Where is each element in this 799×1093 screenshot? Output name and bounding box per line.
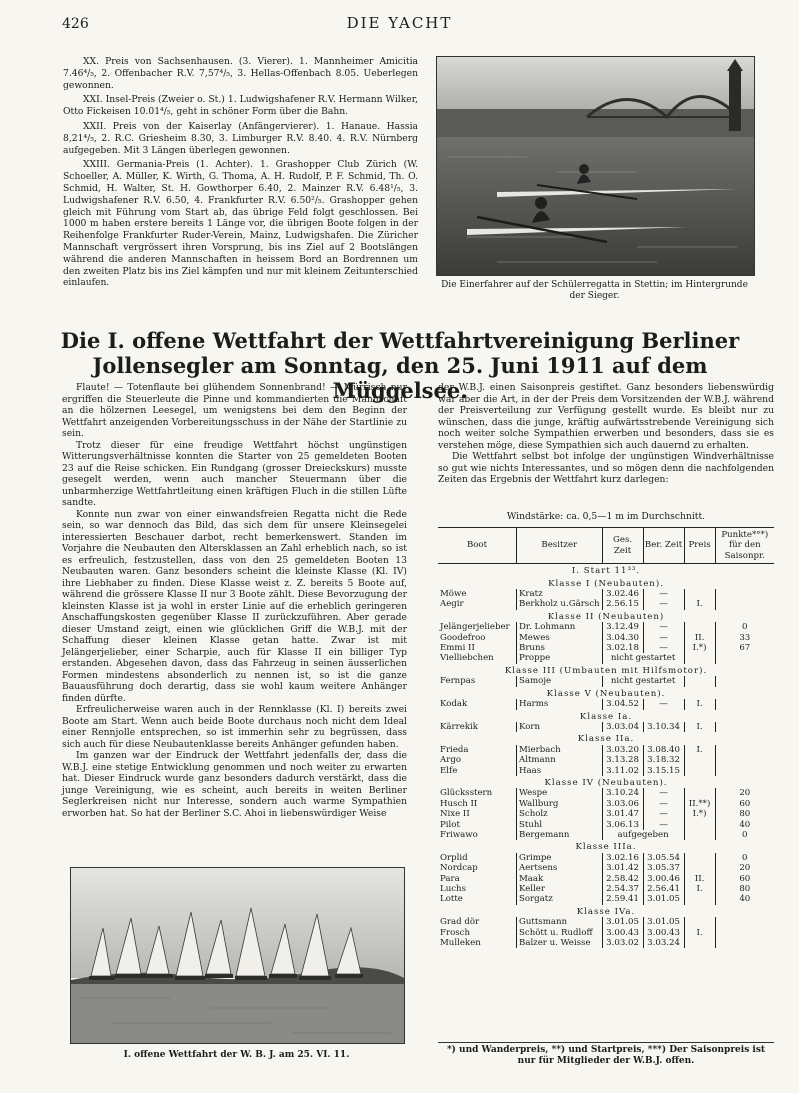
points [715, 745, 774, 755]
owner: Stuhl [517, 820, 603, 830]
boat-name: Möwe [440, 589, 467, 600]
owner: Scholz [517, 809, 603, 819]
table-row [438, 755, 774, 765]
table-row [438, 599, 774, 609]
total-time: 3.06.13 [602, 820, 643, 830]
corrected-time: — [643, 809, 684, 819]
corrected-time: — [643, 788, 684, 798]
corrected-time: 3.05.54 [643, 853, 684, 863]
sailing-photo-caption: I. offene Wettfahrt der W. B. J. am 25. VI. 11. [123, 1050, 350, 1060]
owner: Sorgatz [517, 894, 603, 904]
corrected-time: 3.05.37 [643, 863, 684, 873]
points: 20 [715, 863, 774, 873]
points: 0 [715, 853, 774, 863]
rowing-photo-image [437, 57, 754, 275]
prize [684, 853, 715, 863]
prize: I.*) [684, 809, 715, 819]
corrected-time: — [643, 633, 684, 643]
owner: Balzer u. Weisse [517, 938, 603, 948]
points [715, 928, 774, 938]
result-paragraph: XXI. Insel-Preis (Zweier o. St.) 1. Ludwigshafener R.V. Hermann Wilker, Otto Fickeisen 10.01⁴/₅, geht in schöner Form über die Bahn. [63, 94, 418, 118]
owner: Wespe [517, 788, 603, 798]
points: 0 [715, 622, 774, 632]
table-row [438, 766, 774, 776]
owner: Mewes [517, 633, 603, 643]
boat-name: Lotte [440, 894, 463, 905]
boat-name: Orplid [440, 852, 468, 863]
total-time: nicht gestartet [602, 653, 684, 663]
corrected-time: — [643, 599, 684, 609]
prize: II. [684, 633, 715, 643]
owner: Kratz [517, 589, 603, 599]
article-paragraph: Die Wettfahrt selbst bot infolge der ungünstigen Windverhältnisse so gut wie nichts Interessantes, und so mögen denn die nachfolgenden Zeiten das Ergebnis der Wettfahrt kurz darlegen: [438, 451, 774, 485]
start-time: I. Start 11³³. [571, 566, 641, 577]
article-paragraph: Konnte nun zwar von einer einwandsfreien Regatta nicht die Rede sein, so war dennoch das Bild, das sich dem für unsere Kleinsegelei interessierten Beschauer darbot, recht bemerkenswert. Standen im Vorjahre die Neubauten den Altersklassen an Zahl erheblich nach, so ist es erfreulich, festzustellen, dass von den 25 gemeldeten Booten 13 Neubauten waren. Ganz besonders scheint die kleinste Klasse (Kl. IV) ihre Liebhaber zu finden. Diese Klasse weist z. Z. bereits 5 Boote auf, während die grössere Klasse II nur 3 Boote zählt. Diese Bevorzugung der kleinsten Klasse ist ja wohl in erster Linie auf die erheblich geringeren Anschaffungskosten gegenüber Klasse II zurückzuführen. Aber gerade dieser Umstand zeigt, einen wie glücklichen Griff die W.B.J. mit der Schaffung dieser kleinen Klasse getan hatte. Zwar ist mit Jelängerjelieber, einer Scharpie, auch für Klasse II ein billiger Typ erstanden. Abgesehen davon, dass das Fahrzeug in seinen äusserlichen Formen mindestens absonderlich zu nennen ist, so ist die ganze Bauausführung doch derartig, dass sie wohl kaum weitere Anhänger finden dürfte. [62, 508, 407, 704]
class-heading: Klasse IIa. [577, 734, 635, 745]
corrected-time: 3.18.32 [643, 755, 684, 765]
prize: I.*) [684, 643, 715, 653]
prize [684, 820, 715, 830]
total-time: 2.56.15 [602, 599, 643, 609]
class-heading-row [438, 732, 774, 744]
corrected-time: — [643, 622, 684, 632]
article-paragraph: Flaute! — Totenflaute bei glühendem Sonnenbrand! — Mürrisch nur ergriffen die Steuerleute die Pinne und kommandierten die Mannschaft an die hölzernen Leesegel, um wenigstens bei dem den Beginn der Wettfahrt anzeigenden Vorbereitungsschuss in der Nähe der Startlinie zu sein. [62, 382, 407, 439]
owner: Keller [517, 884, 603, 894]
total-time: nicht gestartet [602, 676, 684, 686]
boat-name: Emmi II [440, 643, 475, 654]
class-heading-row [438, 664, 774, 676]
table-row [438, 853, 774, 863]
results-table [438, 527, 774, 948]
boat-name: Nixe II [440, 809, 470, 820]
boat-name: Glücksstern [440, 788, 493, 799]
prize [684, 653, 715, 663]
table-row [438, 928, 774, 938]
boat-name: Jelängerjelieber [440, 622, 510, 633]
table-row [438, 676, 774, 686]
points [715, 917, 774, 927]
owner: Maak [517, 874, 603, 884]
table-row [438, 699, 774, 709]
result-paragraph: XXIII. Germania-Preis (1. Achter). 1. Grashopper Club Zürich (W. Schoeller, A. Müller, K. Wirth, G. Thoma, A. H. Rudolf, P. F. Schmid, Th. O. Schmid, H. Walter, St. H. Gowthorper 6.40, 2. Mainzer R.V. 6.48¹/₅, 3. Ludwigshafener R.V. 6.50, 4. Frankfurter R.V. 6.50²/₅. Grashopper gehen gleich mit Führung vom Start ab, das übrige Feld folgt geschlossen. Bei 1000 m haben erstere bereits 1 Länge vor, die übrigen Boote folgen in der Reihenfolge Frankfurter Ruder-Verein, Mainz, Ludwigshafen. Die Züricher Mannschaft vergrössert ihren Vorsprung, bis ins Ziel auf 2 Bootslängen während die anderen Mannschaften in heissem Bord an Bordrennen um den zweiten Platz bis ins Ziel kämpfen und nur mit kleinem Zeitunterschied einlaufen. [63, 159, 418, 289]
rowing-photo [436, 56, 755, 276]
points [715, 699, 774, 709]
sailing-photo [70, 867, 405, 1044]
corrected-time: 3.01.05 [643, 894, 684, 904]
corrected-time: 3.15.15 [643, 766, 684, 776]
results-table-body [438, 564, 774, 949]
prize [684, 830, 715, 840]
article-paragraph: Erfreulicherweise waren auch in der Rennklasse (Kl. I) bereits zwei Boote am Start. Wenn auch beide Boote durchaus noch nicht dem Ideal einer Rennjolle entsprechen, so ist immerhin sehr zu begrüssen, dass sich auch für diese Neubautenklasse bereits Anhänger gefunden haben. [62, 704, 407, 750]
top-results [63, 56, 418, 292]
total-time: 2.54.37 [602, 884, 643, 894]
owner: Mierbach [517, 745, 603, 755]
corrected-time: — [643, 699, 684, 709]
prize [684, 622, 715, 632]
points: 60 [715, 874, 774, 884]
owner: Grimpe [517, 853, 603, 863]
class-heading: Klasse IVa. [576, 906, 636, 917]
boat-name: Frosch [440, 927, 471, 938]
table-row [438, 938, 774, 948]
wind-strength: Windstärke: ca. 0,5—1 m im Durchschnitt. [506, 511, 706, 522]
page-number: 426 [62, 16, 89, 32]
owner: Berkholz u.Gärsch [517, 599, 603, 609]
boat-name: Nordcap [440, 863, 478, 874]
total-time: 3.01.42 [602, 863, 643, 873]
article-headline: Die I. offene Wettfahrt der Wettfahrtvereinigung Berliner Jollensegler am Sonntag, den 25. Juni 1911 auf dem Müggelsee. [60, 328, 740, 403]
column-header: Besitzer [517, 528, 603, 564]
boat-name: Husch II [440, 798, 478, 809]
running-title: DIE YACHT [346, 14, 453, 32]
prize [684, 766, 715, 776]
prize [684, 938, 715, 948]
owner: Proppe [517, 653, 603, 663]
prize [684, 863, 715, 873]
total-time: 3.03.06 [602, 799, 643, 809]
prize [684, 788, 715, 798]
table-row [438, 589, 774, 599]
boat-name: Kärrekik [440, 721, 479, 732]
total-time: 3.03.02 [602, 938, 643, 948]
article-paragraph: Trotz dieser für eine freudige Wettfahrt höchst ungünstigen Witterungsverhältnisse konnten die Starter von 25 gemeldeten Booten 23 auf die Reise schicken. Ein Rundgang (grosser Dreieckskurs) musste gesegelt werden, wenn auch mancher Steuermann über die unbarmherzige Wettfahrtleitung einen kräftigen Fluch in die stillen Lüfte sandte. [62, 439, 407, 508]
boat-name: Pilot [440, 819, 460, 830]
column-header: Ges. Zeit [602, 528, 643, 564]
total-time: 3.12.49 [602, 622, 643, 632]
points: 20 [715, 788, 774, 798]
prize: I. [684, 884, 715, 894]
boat-name: Vielliebchen [440, 653, 494, 664]
table-row [438, 633, 774, 643]
owner: Haas [517, 766, 603, 776]
total-time: 2.59.41 [602, 894, 643, 904]
owner: Wallburg [517, 799, 603, 809]
article-paragraph: Im ganzen war der Eindruck der Wettfahrt jedenfalls der, dass die W.B.J. eine stetige Entwicklung genommen und noch weiter zu erwarten hat. Dieser Eindruck wurde ganz besonders dadurch verstärkt, dass die junge Vereinigung, wie es scheint, auch bereits in weiten Berliner Seglerkreisen nicht nur Interesse, sondern auch warme Sympathien erworben hat. So hat der Berliner S.C. Ahoi in liebenswürdiger Weise [62, 750, 407, 819]
class-heading: Klasse II (Neubauten) [547, 611, 665, 622]
corrected-time: — [643, 820, 684, 830]
footnote: *) und Wanderpreis, **) und Startpreis, ***) Der Saisonpreis ist nur für Mitglieder der W.B.J. offen. [438, 1042, 774, 1067]
class-heading-row [438, 577, 774, 589]
prize: II.**) [684, 799, 715, 809]
table-row [438, 799, 774, 809]
points [715, 599, 774, 609]
total-time: 3.02.18 [602, 643, 643, 653]
owner: Korn [517, 722, 603, 732]
prize [684, 755, 715, 765]
result-paragraph: XXII. Preis von der Kaiserlay (Anfängervierer). 1. Hanaue. Hassia 8,21⁴/₅, 2. R.C. Griesheim 8.30, 3. Limburger R.V. 8.40. 4. R.V. Nürnberg aufgegeben. Mit 3 Längen überlegen gewonnen. [63, 120, 418, 156]
boat-name: Aegir [440, 599, 464, 610]
corrected-time: 3.00.43 [643, 928, 684, 938]
points [715, 766, 774, 776]
boat-name: Elfe [440, 765, 458, 776]
article-right-column [438, 382, 774, 486]
points [715, 755, 774, 765]
prize [684, 676, 715, 686]
class-heading: Klasse IV (Neubauten). [544, 777, 668, 788]
table-row [438, 894, 774, 904]
boat-name: Argo [440, 755, 461, 766]
corrected-time: — [643, 799, 684, 809]
total-time: 3.02.46 [602, 589, 643, 599]
prize: I. [684, 599, 715, 609]
corrected-time: — [643, 643, 684, 653]
total-time: 3.13.28 [602, 755, 643, 765]
points: 40 [715, 820, 774, 830]
class-heading: Klasse Ia. [579, 711, 633, 722]
total-time: 3.01.05 [602, 917, 643, 927]
owner: Samoje [517, 676, 603, 686]
boat-name: Grad dör [440, 917, 480, 928]
class-heading: Klasse III (Umbauten mit Hilfsmotor). [504, 665, 708, 676]
article-paragraph: der W.B.J. einen Saisonpreis gestiftet. Ganz besonders liebenswürdig war aber die Art, in der der Preis dem Vorsitzenden der W.B.J. während der Preisverteilung zur Verfügung gestellt wurde. Es bleibt nur zu wünschen, dass die junge, kräftig aufwärtsstrebende Vereinigung sich noch weiter solche Sympathien erwerben und besonders, dass sie es verstehen möge, diese Sympathien sich auch dauernd zu erhalten. [438, 382, 774, 451]
total-time: 3.11.02 [602, 766, 643, 776]
points: 40 [715, 894, 774, 904]
results-table-header [438, 528, 774, 564]
table-row [438, 830, 774, 840]
points: 60 [715, 799, 774, 809]
points [715, 938, 774, 948]
table-row [438, 745, 774, 755]
points: 33 [715, 633, 774, 643]
points: 0 [715, 830, 774, 840]
table-row [438, 809, 774, 819]
column-header: Preis [684, 528, 715, 564]
class-heading-row [438, 905, 774, 917]
boat-name: Mulleken [440, 938, 481, 949]
owner: Dr. Lohmann [517, 622, 603, 632]
total-time: 3.01.47 [602, 809, 643, 819]
table-row [438, 622, 774, 632]
points: 80 [715, 809, 774, 819]
boat-name: Frieda [440, 744, 469, 755]
corrected-time: 3.08.40 [643, 745, 684, 755]
prize: I. [684, 928, 715, 938]
corrected-time: — [643, 589, 684, 599]
points: 80 [715, 884, 774, 894]
class-heading-row [438, 687, 774, 699]
prize: I. [684, 699, 715, 709]
owner: Harms [517, 699, 603, 709]
corrected-time: 3.03.24 [643, 938, 684, 948]
boat-name: Para [440, 873, 460, 884]
points [715, 653, 774, 663]
table-row [438, 643, 774, 653]
prize: I. [684, 745, 715, 755]
result-paragraph: XX. Preis von Sachsenhausen. (3. Vierer). 1. Mannheimer Amicitia 7.46⁴/₅, 2. Offenbacher R.V. 7,57⁴/₅, 3. Hellas-Offenbach 8.05. Ueberlegen gewonnen. [63, 56, 418, 91]
points [715, 676, 774, 686]
owner: Schött u. Rudloff [517, 928, 603, 938]
corrected-time: 3.01.05 [643, 917, 684, 927]
boat-name: Luchs [440, 884, 466, 894]
rowing-photo-caption: Die Einerfahrer auf der Schülerregatta in Stettin; im Hintergrunde der Sieger. [441, 280, 748, 301]
class-heading: Klasse I (Neubauten). [548, 578, 664, 589]
points [715, 722, 774, 732]
table-row [438, 653, 774, 663]
class-heading-row [438, 710, 774, 722]
total-time: aufgegeben [602, 830, 684, 840]
owner: Bruns [517, 643, 603, 653]
owner: Altmann [517, 755, 603, 765]
boat-name: Kodak [440, 699, 468, 710]
boat-name: Goodefroo [440, 632, 486, 643]
class-heading-row [438, 610, 774, 622]
total-time: 3.10.24 [602, 788, 643, 798]
sailing-photo-image [71, 868, 404, 1043]
owner: Aertsens [517, 863, 603, 873]
points [715, 589, 774, 599]
corrected-time: 3.00.46 [643, 874, 684, 884]
owner: Guttsmann [517, 917, 603, 927]
column-header: Punkte*°*) für den Saisonpr. [715, 528, 774, 564]
article-left-column [62, 382, 407, 819]
total-time: 3.04.30 [602, 633, 643, 643]
corrected-time: 3.10.34 [643, 722, 684, 732]
table-row [438, 788, 774, 798]
total-time: 2.58.42 [602, 874, 643, 884]
boat-name: Fernpas [440, 676, 476, 687]
boat-name: Friwawo [440, 829, 478, 840]
points: 67 [715, 643, 774, 653]
class-heading-row [438, 776, 774, 788]
total-time: 3.04.52 [602, 699, 643, 709]
table-row [438, 874, 774, 884]
prize: II. [684, 874, 715, 884]
corrected-time: 2.56.41 [643, 884, 684, 894]
table-row [438, 820, 774, 830]
table-row [438, 722, 774, 732]
prize [684, 917, 715, 927]
total-time: 3.00.43 [602, 928, 643, 938]
class-heading: Klasse IIIa. [575, 842, 637, 853]
column-header: Ber. Zeit [643, 528, 684, 564]
table-row [438, 884, 774, 894]
class-heading: Klasse V (Neubauten). [546, 688, 666, 699]
table-row [438, 917, 774, 927]
total-time: 3.02.16 [602, 853, 643, 863]
table-row [438, 863, 774, 873]
prize: I. [684, 722, 715, 732]
total-time: 3.03.20 [602, 745, 643, 755]
prize [684, 589, 715, 599]
prize [684, 894, 715, 904]
column-header: Boot [438, 528, 517, 564]
class-heading-row [438, 840, 774, 852]
total-time: 3.03.04 [602, 722, 643, 732]
owner: Bergemann [517, 830, 603, 840]
